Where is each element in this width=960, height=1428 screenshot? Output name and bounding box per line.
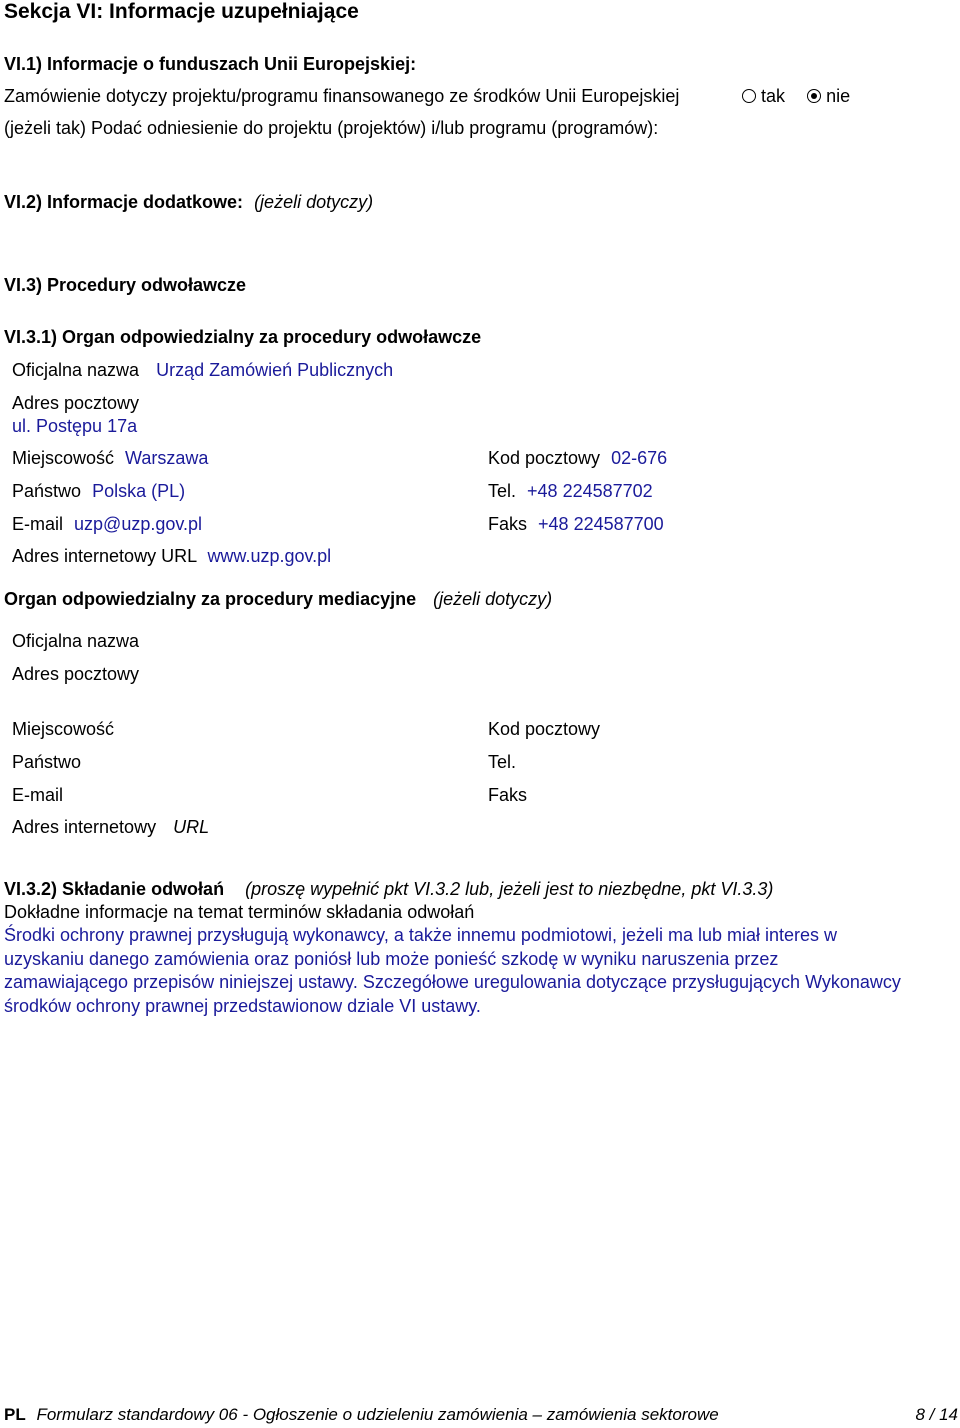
radio-yes-label: tak [761,86,786,106]
town-label: Miejscowość [12,448,115,468]
eu-reference-label: (jeżeli tak) Podać odniesienie do projektu (projektów) i/lub programu (programów): [4,118,659,138]
fax-value: +48 224587700 [538,514,664,534]
url-value[interactable]: www.uzp.gov.pl [207,546,332,566]
mediation-heading-row [4,589,552,610]
page-footer [4,1405,958,1425]
body2-postal-code-label: Kod pocztowy [488,719,601,739]
url-label: Adres internetowy URL [12,546,197,566]
vi2-heading-row [4,192,373,213]
town-row [12,448,208,469]
tel-value: +48 224587702 [527,481,653,501]
footer-page-number: 8 / 14 [915,1405,958,1424]
body2-country-label: Państwo [12,752,82,772]
official-name-label: Oficjalna nazwa [12,360,140,380]
postal-code-value: 02-676 [611,448,668,468]
town-value: Warszawa [125,448,209,468]
body2-fax-label: Faks [488,785,528,805]
section-title: Sekcja VI: Informacje uzupełniające [4,0,359,23]
body2-email-label: E-mail [12,785,64,805]
mediation-note: (jeżeli dotyczy) [433,589,553,609]
country-label: Państwo [12,481,82,501]
eu-funds-question: Zamówienie dotyczy projektu/programu finansowanego ze środków Unii Europejskiej [4,86,680,106]
vi2-heading: VI.2) Informacje dodatkowe: [4,192,244,212]
country-row [12,481,185,502]
postal-address-label: Adres pocztowy [12,393,140,413]
deadlines-text: Środki ochrony prawnej przysługują wykonawcy, a także innemu podmiotowi, jeżeli ma lub miał interes w uzyskaniu danego zamówienia oraz poniósł lub może ponieść szkodę w wyniku naruszenia przez zamawiającego przepisów niniejszej ustawy. Szczegółowe uregulowania dotyczące przysługujących Wykonawcy środków ochrony prawnej przedstawionow dziale VI ustawy. [4,925,901,1016]
vi2-note: (jeżeli dotyczy) [254,192,374,212]
radio-no-label: nie [826,86,851,106]
official-name-value: Urząd Zamówień Publicznych [156,360,394,380]
body2-tel-label: Tel. [488,752,517,772]
body2-url-label: Adres internetowy [12,817,157,837]
eu-funds-radio-group [742,86,850,107]
email-value[interactable]: uzp@uzp.gov.pl [74,514,203,534]
footer-form-title: Formularz standardowy 06 - Ogłoszenie o udzieleniu zamówienia – zamówienia sektorowe [36,1405,719,1424]
vi32-note: (proszę wypełnić pkt VI.3.2 lub, jeżeli jest to niezbędne, pkt VI.3.3) [245,879,774,899]
radio-no[interactable] [807,89,821,103]
radio-yes[interactable] [742,89,756,103]
tel-label: Tel. [488,481,517,501]
deadlines-label: Dokładne informacje na temat terminów składania odwołań [4,902,475,922]
body2-official-name-label: Oficjalna nazwa [12,631,140,651]
mediation-heading: Organ odpowiedzialny za procedury mediacyjne [4,589,417,609]
postal-code-label: Kod pocztowy [488,448,601,468]
vi32-heading: VI.3.2) Składanie odwołań [4,879,225,899]
email-label: E-mail [12,514,64,534]
vi32-heading-row [4,879,773,900]
footer-lang: PL [4,1405,26,1424]
body2-url-suffix: URL [173,817,210,837]
postal-address-value: ul. Postępu 17a [12,416,138,436]
email-row [12,514,202,535]
url-row [12,546,331,567]
body2-postal-address-label: Adres pocztowy [12,664,140,684]
body2-town-label: Miejscowość [12,719,115,739]
vi31-heading: VI.3.1) Organ odpowiedzialny za procedury odwoławcze [4,327,482,347]
fax-label: Faks [488,514,528,534]
fax-row [488,514,664,535]
body1-official-name-row [12,360,393,381]
body2-url-row [12,817,209,838]
vi1-heading: VI.1) Informacje o funduszach Unii Europejskiej: [4,54,417,74]
vi3-heading: VI.3) Procedury odwoławcze [4,275,247,295]
country-value: Polska (PL) [92,481,186,501]
postal-code-row [488,448,667,469]
tel-row [488,481,653,502]
